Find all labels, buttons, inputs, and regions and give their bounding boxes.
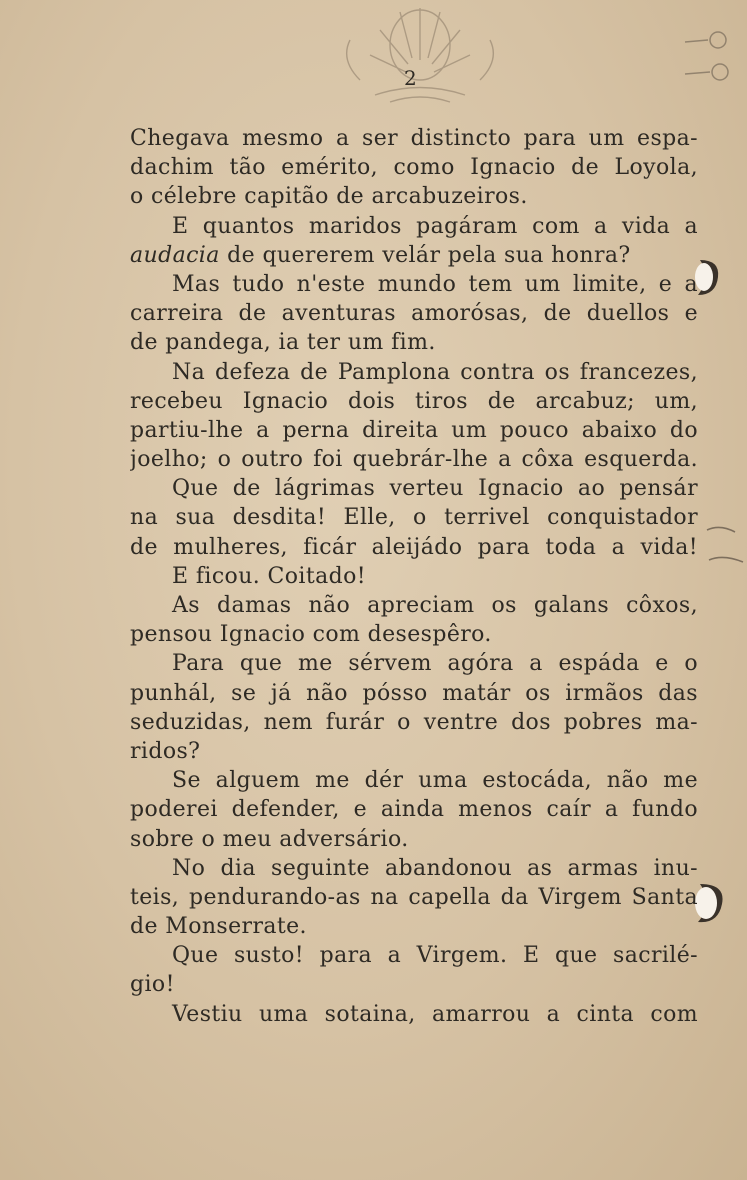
text-line: Vestiu uma sotaina, amarrou a cinta com [172,1001,698,1027]
italic-word: audacia [130,242,220,268]
text-line: de mulheres, ficár aleijádo para toda a vida! [130,534,698,560]
text-line: E quantos maridos pagáram com a vida a [172,213,698,239]
text-line: na sua desdita! Elle, o terrivel conquistador [130,505,698,531]
text-line-rest: de quererem velár pela sua honra? [219,242,631,268]
text-line: seduzidas, nem furár o ventre dos pobres ma- [130,709,698,735]
text-line: Que de lágrimas verteu Ignacio ao pensár [172,476,698,502]
text-line: Para que me sérvem agóra a espáda e o [172,651,698,677]
text-line: Na defeza de Pamplona contra os francezes, [172,359,698,385]
text-line: Mas tudo n'este mundo tem um limite, e a [172,271,698,297]
ornament-icon [320,0,520,130]
text-line: punhál, se já não pósso matár os irmãos das [130,680,698,706]
text-line: sobre o meu adversário. [130,826,409,852]
text-line: E ficou. Coitado! [172,563,366,589]
text-line: joelho; o outro foi quebrár-lhe a côxa esquerda. [130,447,698,473]
text-line: Chegava mesmo a ser distincto para um espa- [130,126,698,151]
text-line: ridos? [130,738,201,764]
text-line: pensou Ignacio com desespêro. [130,622,492,648]
text-line: Se alguem me dér uma estocáda, não me [172,768,698,794]
text-line: recebeu Ignacio dois tiros de arcabuz; um, [130,388,698,414]
text-line: carreira de aventuras amorósas, de duellos e [130,301,698,327]
text-line: o célebre capitão de arcabuzeiros. [130,184,528,210]
text-line [130,241,698,270]
edge-mark-icon [705,520,747,570]
text-line: partiu-lhe a perna direita um pouco abaixo do [130,417,698,443]
edge-flourish-icon [680,20,747,110]
text-line: teis, pendurando-as na capella da Virgem Santa [130,884,698,910]
page-number: 2 [404,66,417,90]
text-line: No dia seguinte abandonou as armas inu- [172,855,698,881]
text-line: de pandega, ia ter um fim. [130,330,436,356]
text-line: dachim tão emérito, como Ignacio de Loyola, [130,155,698,181]
text-line: As damas não apreciam os galans côxos, [172,593,698,618]
body-text [130,124,698,1029]
text-line: Que susto! para a Virgem. E que sacrilé- [172,943,698,969]
text-line: poderei defender, e ainda menos caír a fundo [130,797,698,823]
text-line: de Monserrate. [130,914,307,940]
text-line: gio! [130,972,175,998]
